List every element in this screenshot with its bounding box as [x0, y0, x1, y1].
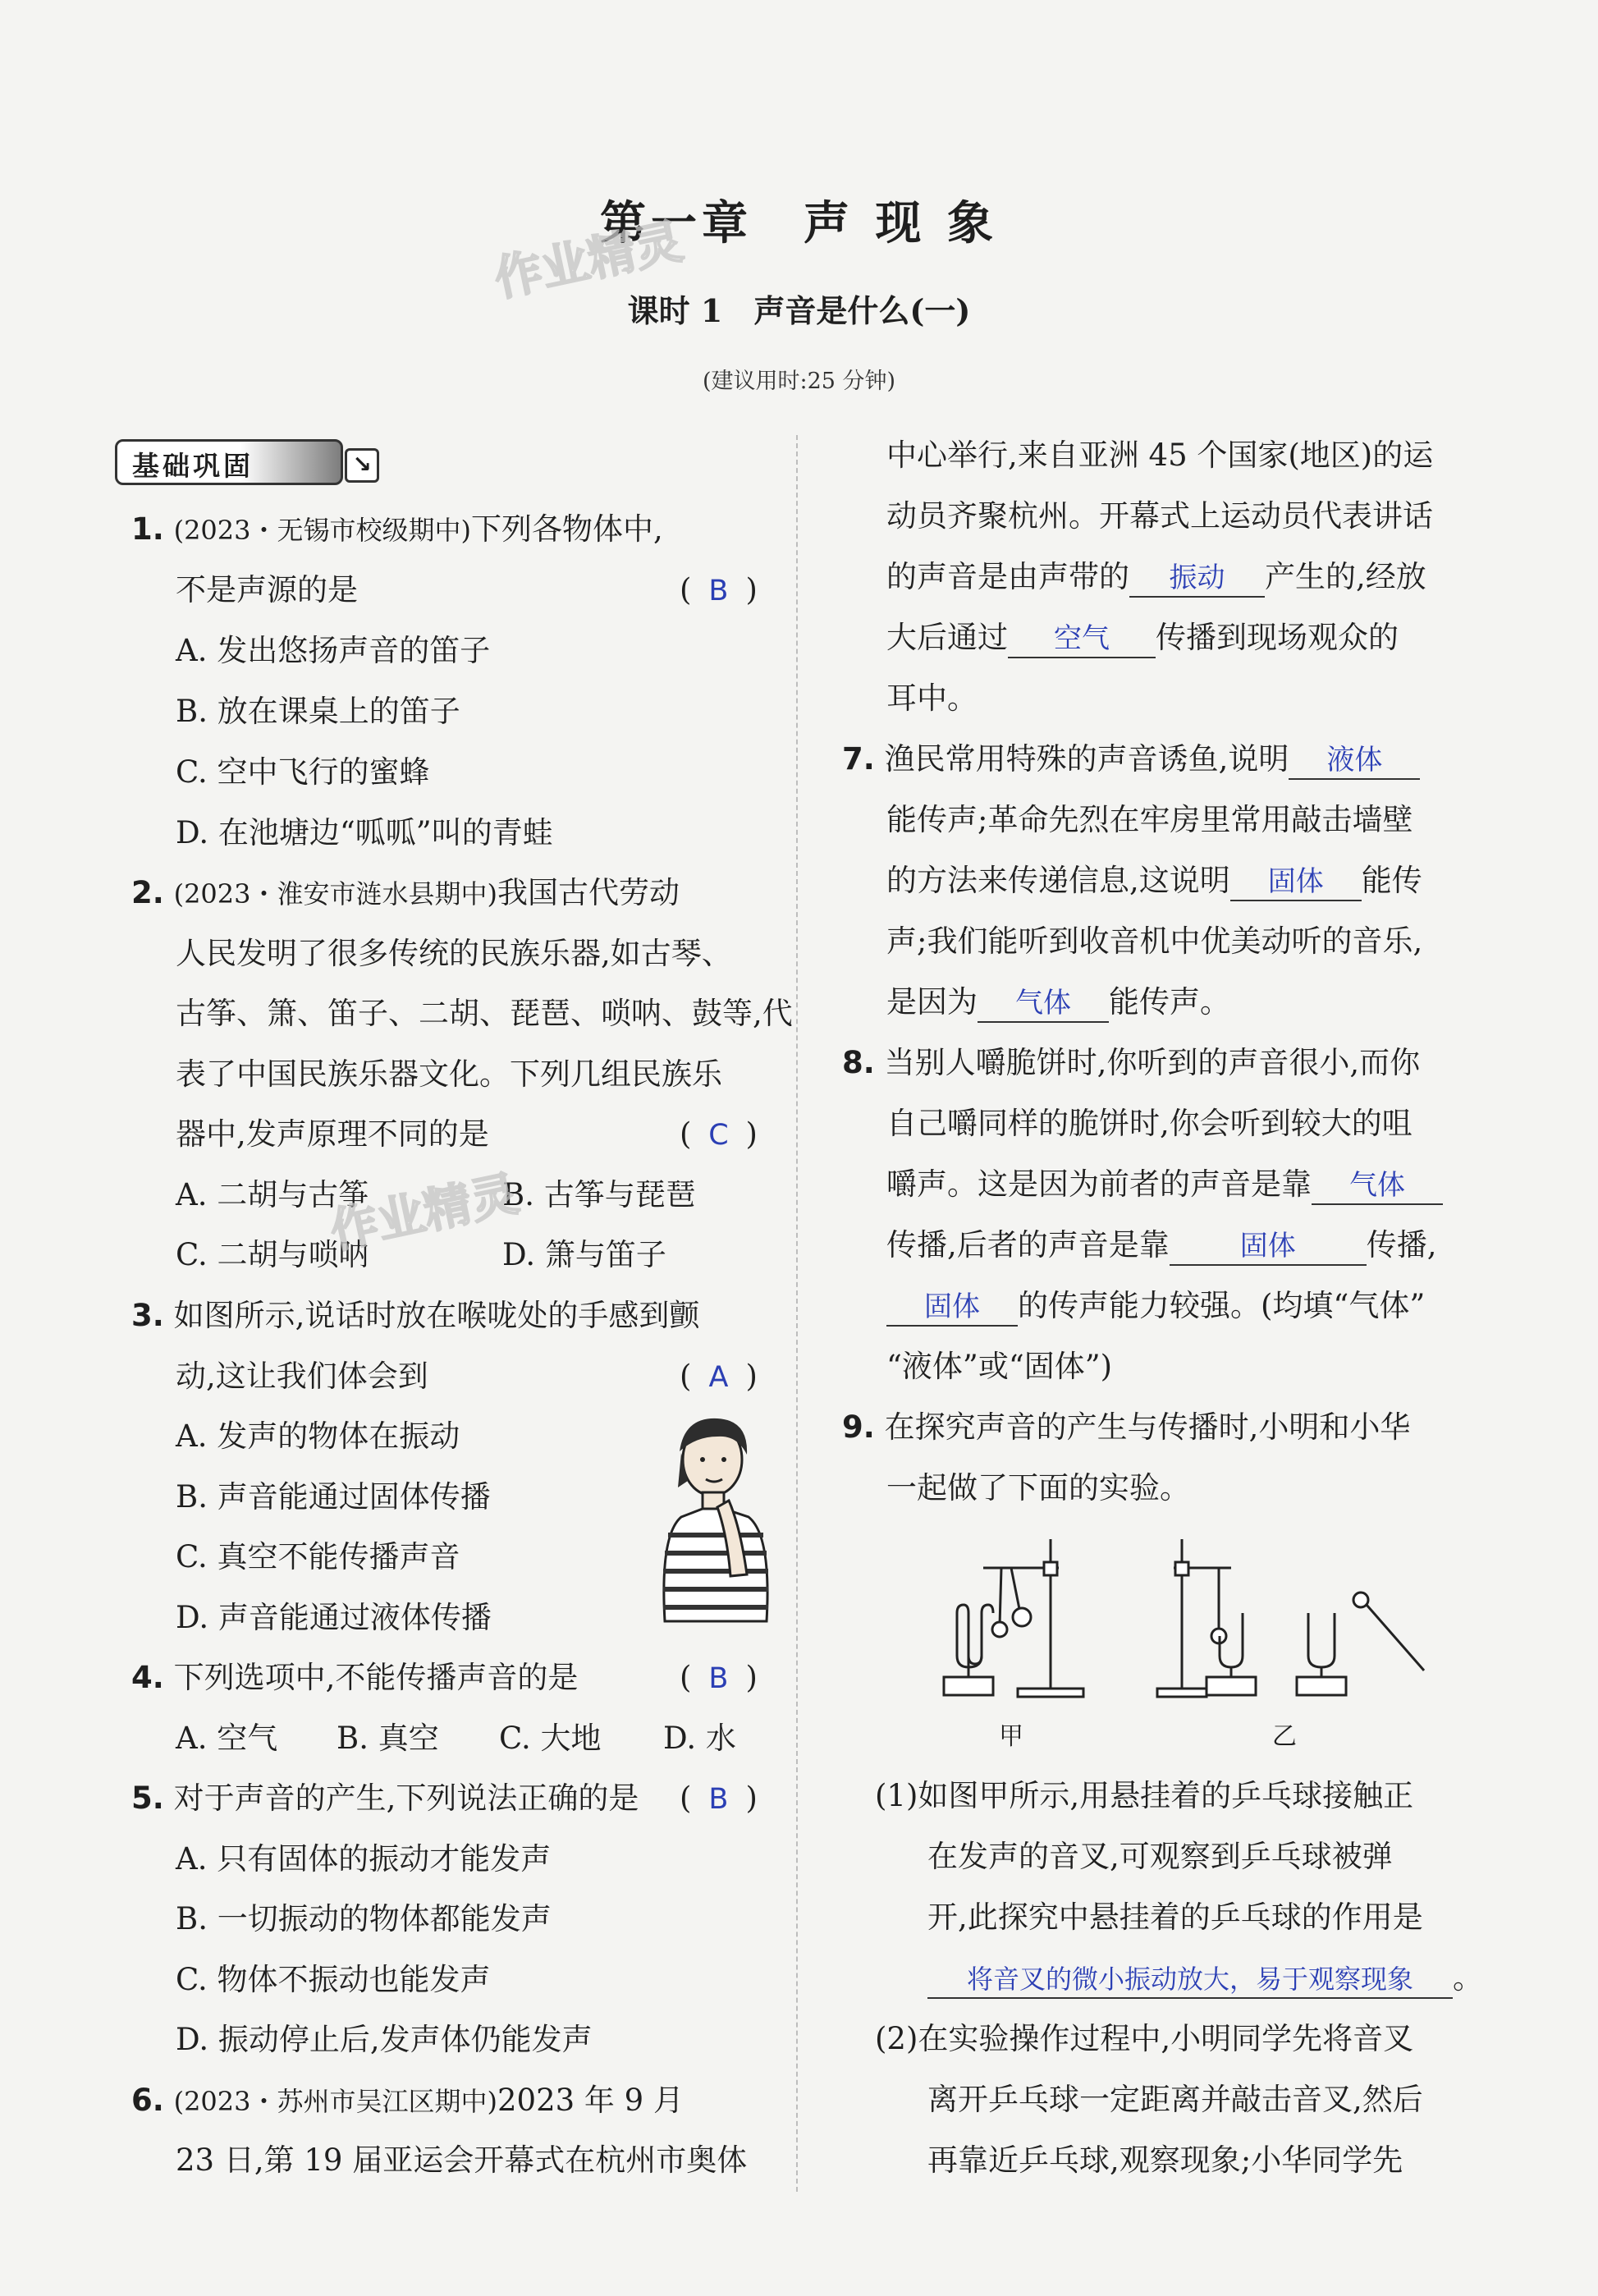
q1-option-c: C. 空中飞行的蜜蜂: [176, 754, 430, 790]
q9-figure-caption-yi: 乙: [1272, 1722, 1297, 1751]
q3-figure-person: [648, 1412, 780, 1625]
suggested-time: (建议用时:25 分钟): [702, 369, 896, 394]
q8-blank-1-answer: 气体: [1349, 1169, 1405, 1202]
q7-line-1: [842, 739, 1420, 780]
q3-option-c: C. 真空不能传播声音: [176, 1539, 460, 1574]
q1-option-a: A. 发出悠扬声音的笛子: [176, 633, 491, 668]
q2-option-b: B. 古筝与琵琶: [502, 1177, 696, 1212]
q9-figure-caption-jia: 甲: [999, 1722, 1023, 1751]
q9-part1-line-1: (1)如图甲所示,用悬挂着的乒乓球接触正: [875, 1778, 1414, 1813]
q7-line-2: 能传声;革命先烈在牢房里常用敲击墙壁: [886, 802, 1413, 837]
q6-stem-1: 2023 年 9 月: [497, 2083, 684, 2118]
q8-blank-3-answer: 固体: [924, 1290, 980, 1323]
q4-option-a: A. 空气: [176, 1721, 278, 1756]
q1-source: (2023・无锡市校级期中): [173, 515, 471, 546]
q8-line-3a: 嚼声。这是因为前者的声音是靠: [886, 1166, 1312, 1202]
q7-line-3: [886, 860, 1422, 901]
arrow-down-right-icon: ↘: [345, 448, 379, 483]
q9-part2-line-3: 再靠近乒乓球,观察现象;小华同学先: [927, 2142, 1403, 2178]
q1-stem-2: 不是声源的是: [176, 572, 358, 607]
q4-option-d: D. 水: [663, 1721, 736, 1756]
watermark-middle: 作业精灵: [325, 1165, 524, 1260]
q7-line-1a: 渔民常用特殊的声音诱鱼,说明: [884, 741, 1289, 777]
q2-answer: C: [708, 1119, 729, 1152]
q7-blank-1-answer: 液体: [1326, 744, 1383, 777]
q5-line-1: [131, 1778, 639, 1819]
q1-answer-paren: ( B ): [680, 572, 758, 607]
q8-number: 8.: [842, 1045, 875, 1080]
q8-line-2: 自己嚼同样的脆饼时,你会听到较大的咀: [886, 1106, 1413, 1141]
q3-stem-1: 如图所示,说话时放在喉咙处的手感到颤: [173, 1298, 700, 1333]
q6-number: 6.: [131, 2083, 164, 2118]
q9-part1-end: 。: [1453, 1960, 1483, 1996]
q5-stem: 对于声音的产生,下列说法正确的是: [173, 1780, 639, 1816]
q2-stem-3: 古筝、箫、笛子、二胡、琵琶、唢呐、鼓等,代: [176, 996, 793, 1031]
q7-number: 7.: [842, 741, 875, 777]
q7-line-5b: 能传声。: [1109, 984, 1230, 1020]
q3-stem-2: 动,这让我们体会到: [176, 1359, 428, 1394]
q9-part1-line-4: [927, 1958, 1483, 1999]
q6-stem-4: 动员齐聚杭州。开幕式上运动员代表讲话: [886, 498, 1433, 534]
q5-answer-paren: ( B ): [680, 1780, 758, 1816]
q7-blank-1[interactable]: [1289, 741, 1420, 780]
q8-line-1: [842, 1043, 1420, 1084]
q8-line-1-text: 当别人嚼脆饼时,你听到的声音很小,而你: [884, 1045, 1421, 1080]
q5-number: 5.: [131, 1780, 164, 1816]
q1-stem-1: 下列各物体中,: [471, 511, 663, 547]
watermark-top: 作业精灵: [489, 213, 688, 308]
q8-blank-2-answer: 固体: [1239, 1230, 1296, 1263]
q4-answer: B: [708, 1662, 729, 1695]
q1-line-1: [131, 509, 663, 551]
q3-option-d: D. 声音能通过液体传播: [176, 1600, 492, 1635]
q7-blank-2-answer: 固体: [1267, 865, 1324, 898]
q3-answer-paren: ( A ): [680, 1359, 758, 1394]
q2-source: (2023・淮安市涟水县期中): [173, 878, 497, 910]
q2-option-c: C. 二胡与唢呐: [176, 1237, 369, 1272]
q7-line-5a: 是因为: [886, 984, 978, 1020]
q7-blank-3[interactable]: [978, 984, 1109, 1023]
q3-number: 3.: [131, 1298, 164, 1333]
q9-number: 9.: [842, 1409, 875, 1445]
q6-line-6: [886, 617, 1399, 658]
q9-figure-tuning-forks: [936, 1531, 1428, 1720]
q6-stem-6a: 大后通过: [886, 620, 1008, 655]
q6-stem-3: 中心举行,来自亚洲 45 个国家(地区)的运: [886, 438, 1434, 473]
q8-line-4: [886, 1225, 1437, 1266]
q5-answer: B: [708, 1783, 729, 1816]
q5-option-d: D. 振动停止后,发声体仍能发声: [176, 2022, 593, 2057]
q9-line-1: [842, 1407, 1410, 1448]
q2-stem-2: 人民发明了很多传统的民族乐器,如古琴、: [176, 936, 732, 971]
q6-stem-2: 23 日,第 19 届亚运会开幕式在杭州市奥体: [176, 2142, 748, 2178]
q4-option-b: B. 真空: [337, 1721, 439, 1756]
q7-blank-3-answer: 气体: [1015, 987, 1071, 1020]
q1-option-b: B. 放在课桌上的笛子: [176, 694, 460, 729]
q4-number: 4.: [131, 1660, 164, 1695]
q6-stem-6b: 传播到现场观众的: [1156, 620, 1399, 655]
section-badge-label: 基础巩固: [132, 450, 254, 482]
q9-part1-line-3: 开,此探究中悬挂着的乒乓球的作用是: [927, 1900, 1423, 1935]
q2-answer-paren: ( C ): [680, 1116, 758, 1152]
q6-line-1: [131, 2080, 684, 2122]
q6-blank-2[interactable]: [1008, 620, 1156, 658]
q5-option-c: C. 物体不振动也能发声: [176, 1962, 491, 1997]
q7-line-3b: 能传: [1361, 863, 1422, 898]
q2-stem-1: 我国古代劳动: [497, 875, 680, 910]
q2-stem-5: 器中,发声原理不同的是: [176, 1116, 489, 1152]
q9-part2-line-2: 离开乒乓球一定距离并敲击音叉,然后: [927, 2082, 1423, 2117]
q6-stem-5a: 的声音是由声带的: [886, 559, 1129, 594]
q5-option-a: A. 只有固体的振动才能发声: [176, 1841, 552, 1877]
q7-line-5: [886, 982, 1230, 1023]
q2-line-1: [131, 873, 680, 914]
q3-answer: A: [708, 1361, 729, 1394]
q9-part1-blank[interactable]: [927, 1960, 1453, 1999]
q6-source: (2023・苏州市吴江区期中): [173, 2086, 497, 2117]
q6-blank-1-answer: 振动: [1169, 561, 1225, 594]
chapter-title: 第一章 声 现 象: [600, 196, 998, 250]
lesson-title: 课时 1 声音是什么(一): [627, 292, 971, 329]
q8-blank-3[interactable]: [886, 1288, 1018, 1327]
q2-option-d: D. 箫与笛子: [502, 1237, 666, 1272]
q6-stem-7: 耳中。: [886, 681, 978, 716]
q8-line-3: [886, 1164, 1443, 1205]
q8-line-5: [886, 1285, 1425, 1327]
q7-line-4: 声;我们能听到收音机中优美动听的音乐,: [886, 923, 1423, 959]
q3-option-a: A. 发声的物体在振动: [176, 1418, 460, 1454]
q3-line-1: [131, 1295, 699, 1336]
column-divider: [796, 435, 798, 2192]
q1-number: 1.: [131, 511, 164, 547]
q6-stem-5b: 产生的,经放: [1265, 559, 1426, 594]
q8-blank-2[interactable]: [1170, 1227, 1367, 1266]
q8-line-6: “液体”或“固体”): [886, 1349, 1113, 1384]
q9-part1-answer: 将音叉的微小振动放大，易于观察现象: [966, 1964, 1413, 1995]
q1-option-d: D. 在池塘边“呱呱”叫的青蛙: [176, 815, 553, 850]
section-badge: [115, 439, 343, 485]
q7-line-3a: 的方法来传递信息,这说明: [886, 863, 1230, 898]
q3-option-b: B. 声音能通过固体传播: [176, 1479, 491, 1515]
q2-stem-4: 表了中国民族乐器文化。下列几组民族乐: [176, 1056, 722, 1092]
q4-line-1: [131, 1657, 578, 1698]
q8-line-4a: 传播,后者的声音是靠: [886, 1227, 1170, 1263]
q1-answer: B: [708, 575, 729, 607]
q6-blank-2-answer: 空气: [1054, 622, 1110, 655]
q6-line-5: [886, 557, 1426, 598]
q5-option-b: B. 一切振动的物体都能发声: [176, 1901, 552, 1936]
q9-line-1-text: 在探究声音的产生与传播时,小明和小华: [884, 1409, 1411, 1445]
q8-blank-1[interactable]: [1312, 1166, 1443, 1205]
q8-line-4b: 传播,: [1366, 1227, 1437, 1263]
q9-line-2: 一起做了下面的实验。: [886, 1470, 1190, 1505]
q9-part1-line-2: 在发声的音叉,可观察到乒乓球被弹: [927, 1839, 1393, 1874]
q2-number: 2.: [131, 875, 164, 910]
q8-line-5b: 的传声能力较强。(均填“气体”: [1018, 1288, 1426, 1323]
q9-part2-line-1: (2)在实验操作过程中,小明同学先将音叉: [875, 2021, 1414, 2056]
q4-stem: 下列选项中,不能传播声音的是: [173, 1660, 579, 1695]
q2-option-a: A. 二胡与古筝: [176, 1177, 369, 1212]
q4-answer-paren: ( B ): [680, 1660, 758, 1695]
q7-blank-2[interactable]: [1230, 863, 1362, 901]
q4-option-c: C. 大地: [499, 1721, 602, 1756]
q6-blank-1[interactable]: [1129, 559, 1265, 598]
